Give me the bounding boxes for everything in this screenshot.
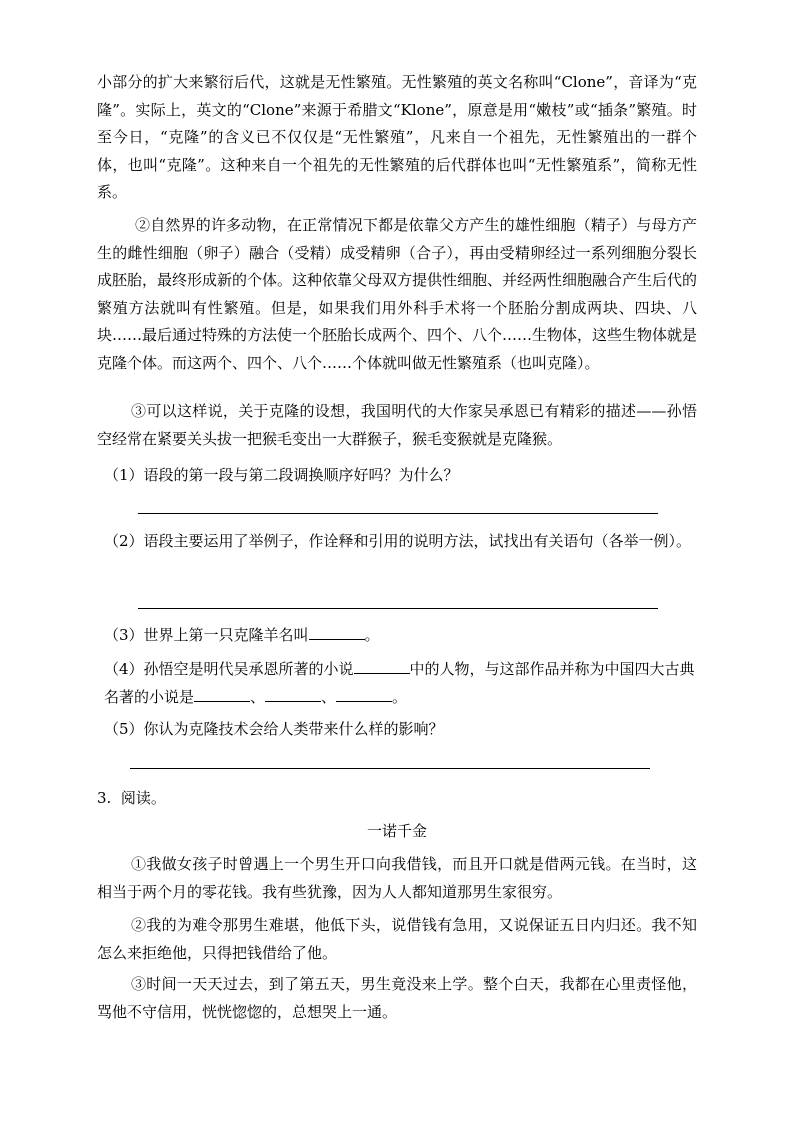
question-2: （2）语段主要运用了举例子，作诠释和引用的说明方法，试找出有关语句（各举一例）。 xyxy=(104,532,692,550)
section-3-instruction: 阅读。 xyxy=(120,789,166,807)
question-4-end: 。 xyxy=(392,687,408,706)
story-paragraph-2 xyxy=(97,912,697,967)
question-4-sep-1: 、 xyxy=(250,687,266,706)
story-title: 一诺千金 xyxy=(366,822,427,840)
passage-clone xyxy=(97,69,697,207)
paragraph-2: ②自然界的许多动物，在正常情况下都是依靠父方产生的雄性细胞（精子）与母方产生的雌性细胞（卵子）融合（受精）成受精卵（合子），再由受精卵经过一系列细胞分裂长成胚胎，最终形成新的个体。这种依靠父母双方提供性细胞、并经两性细胞融合产生后代的繁殖方法就叫有性繁殖。但是，如果我们用外科手术将一个胚胎分割成两块、四块、八块……最后通过特殊的方法使一个胚胎长成两个、四个、八个……生物体，这些生物体就是克隆个体。而这两个、四个、八个……个体就叫做无性繁殖系（也叫克隆）。 xyxy=(97,216,698,372)
question-3-text: （3）世界上第一只克隆羊名叫 xyxy=(104,626,309,644)
section-3-heading xyxy=(97,785,166,813)
question-4-sep-2: 、 xyxy=(321,687,337,706)
blank-classic-1[interactable] xyxy=(194,687,250,702)
story-paragraph-1 xyxy=(97,851,697,906)
story-p3: ③时间一天天过去，到了第五天，男生竟没来上学。整个白天，我都在心里责怪他，骂他不守信用，恍恍惚惚的，总想哭上一通。 xyxy=(97,975,697,1021)
blank-classic-3[interactable] xyxy=(336,687,392,702)
paragraph-1: 小部分的扩大来繁衍后代，这就是无性繁殖。无性繁殖的英文名称叫“Clone”，音译为“克隆”。实际上，英文的“Clone”来源于希腊文“Klone”，原意是用“嫩枝”或“插条”繁殖。时至今日，“克隆”的含义已不仅仅是“无性繁殖”，凡来自一个祖先，无性繁殖出的一群个体，也叫“克隆”。这种来自一个祖先的无性繁殖的后代群体也叫“无性繁殖系”，简称无性系。 xyxy=(97,73,697,201)
blank-novel-name[interactable] xyxy=(354,659,410,674)
story-p2: ②我的为难令那男生难堪，他低下头，说借钱有急用，又说保证五日内归还。我不知怎么来拒绝他，只得把钱借给了他。 xyxy=(97,916,697,962)
answer-line-1[interactable] xyxy=(138,513,658,514)
paragraph-3: ③可以这样说，关于克隆的设想，我国明代的大作家吴承恩已有精彩的描述——孙悟空经常在紧要关头拔一把猴毛变出一大群猴子，猴毛变猴就是克隆猴。 xyxy=(97,402,697,448)
section-3-number: 3. xyxy=(97,789,112,807)
question-4 xyxy=(104,656,700,711)
passage-clone-3 xyxy=(97,398,697,453)
question-4-part-b: 中的人物，与这部作品并称为中国四大古典名著的小说是 xyxy=(104,660,695,706)
blank-sheep-name[interactable] xyxy=(309,625,365,640)
question-5: （5）你认为克隆技术会给人类带来什么样的影响？ xyxy=(104,720,444,738)
question-1: （1）语段的第一段与第二段调换顺序好吗？为什么？ xyxy=(104,466,459,484)
story-p1: ①我做女孩子时曾遇上一个男生开口向我借钱，而且开口就是借两元钱。在当时，这相当于两个月的零花钱。我有些犹豫，因为人人都知道那男生家很穷。 xyxy=(97,855,697,901)
story-paragraph-3 xyxy=(97,971,697,1026)
question-4-part-a: （4）孙悟空是明代吴承恩所著的小说 xyxy=(104,660,354,678)
blank-classic-2[interactable] xyxy=(265,687,321,702)
answer-line-5[interactable] xyxy=(130,768,650,769)
question-3-end: 。 xyxy=(364,626,380,644)
answer-line-2[interactable] xyxy=(138,608,658,609)
question-3 xyxy=(104,622,704,650)
passage-clone-2 xyxy=(97,212,697,377)
